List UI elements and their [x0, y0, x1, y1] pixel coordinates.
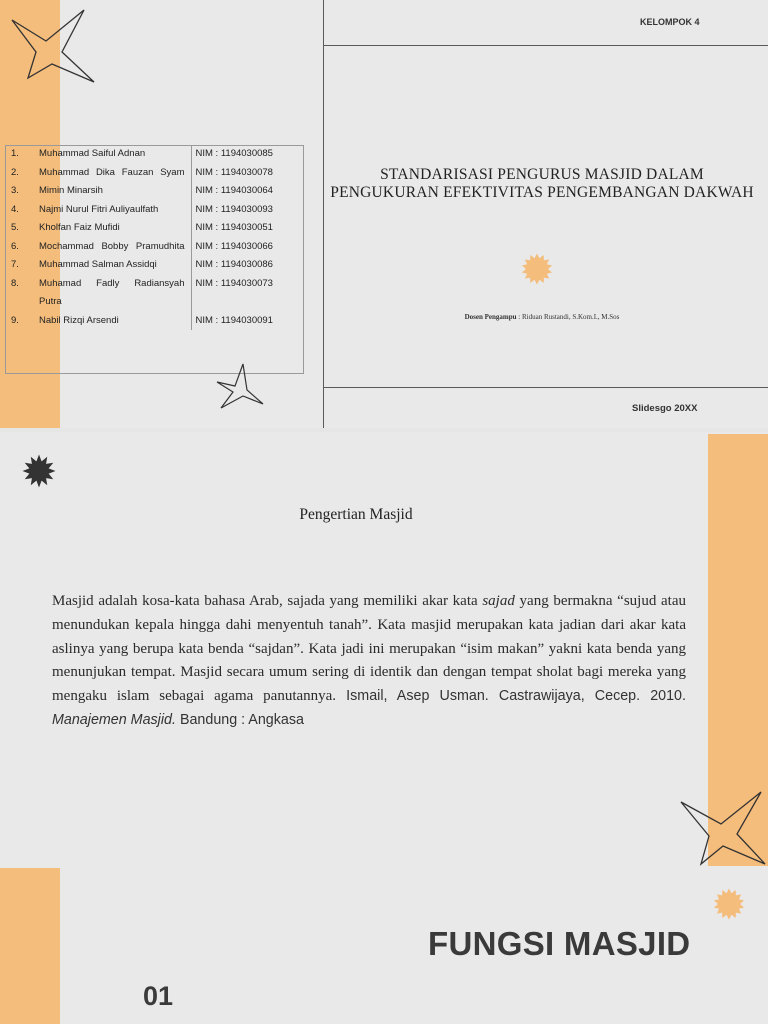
lecturer-label: Dosen Pengampu: [464, 313, 517, 321]
member-name: Kholfan Faiz Mufidi: [39, 222, 120, 233]
sunburst-icon: [521, 253, 553, 285]
member-nim: NIM : 1194030073: [191, 275, 304, 312]
para-text-2: yang bermakna “sujud atau menundukan kepala hingga dahi menyentuh tanah”. Kata masjid merupakan kata jadian dari akar kata aslinya yang berupa kata benda “sajdan”. Kata jadi ini merupakan “isim makan” yakni kata benda yang menunjukan tempat. Masjid secara umum sering di identik dan dengan tempat sholat bagi mereka yang mengaku islam sebagai agama panutannya.: [52, 593, 686, 705]
table-row: [5, 219, 304, 238]
divider-bottom: [323, 387, 768, 388]
divider-top: [323, 45, 768, 46]
member-nim: NIM : 1194030091: [191, 312, 304, 331]
member-name: Mochammad Bobby Pramudhita: [39, 240, 185, 252]
section-title: FUNGSI MASJID: [428, 925, 691, 962]
member-number: 7.: [11, 259, 19, 270]
member-nim: NIM : 1194030078: [191, 164, 304, 183]
table-row: [5, 182, 304, 201]
lecturer-line: [325, 313, 759, 321]
member-nim: NIM : 1194030085: [191, 145, 304, 164]
definition-paragraph: [52, 590, 686, 733]
member-number: 2.: [11, 166, 19, 178]
member-number: 9.: [11, 314, 19, 326]
table-row: [5, 312, 304, 331]
group-label: KELOMPOK 4: [640, 17, 700, 27]
sunburst-icon: [22, 454, 56, 488]
member-name: Najmi Nurul Fitri Auliyaulfath: [39, 203, 159, 215]
para-text-1: Masjid adalah kosa-kata bahasa Arab, sajada yang memiliki akar kata: [52, 593, 483, 609]
member-number: 5.: [11, 222, 19, 233]
table-row: [5, 145, 304, 164]
member-name: Nabil Rizqi Arsendi: [39, 314, 119, 326]
citation-1: Ismail, Asep Usman. Castrawijaya, Cecep. 2010.: [336, 688, 686, 705]
sunburst-icon: [713, 888, 745, 920]
member-name: Muhamad Fadly Radiansyah Putra: [39, 277, 185, 307]
star-outline-icon: [6, 8, 96, 84]
member-number: 3.: [11, 185, 19, 196]
citation-italic: Manajemen Masjid.: [52, 711, 176, 728]
member-number: 8.: [11, 277, 19, 289]
divider-vertical: [323, 0, 324, 428]
slide-pengertian: [0, 432, 768, 1024]
table-row: [5, 201, 304, 220]
member-name: Muhammad Dika Fauzan Syam: [39, 166, 185, 178]
table-row: [5, 238, 304, 257]
member-number: 1.: [11, 148, 19, 159]
member-nim: NIM : 1194030064: [191, 182, 304, 201]
member-name: Muhammad Salman Assidqi: [39, 259, 157, 270]
accent-block-bottom-left: [0, 868, 60, 1024]
table-row: [5, 164, 304, 183]
slide-heading: Pengertian Masjid: [299, 506, 413, 523]
star-outline-icon: [215, 362, 265, 410]
citation-2: Bandung : Angkasa: [175, 711, 304, 728]
member-table: [5, 145, 304, 330]
member-name: Mimin Minarsih: [39, 185, 103, 196]
member-name: Muhammad Saiful Adnan: [39, 148, 146, 159]
member-nim: NIM : 1194030086: [191, 256, 304, 275]
member-number: 4.: [11, 203, 19, 215]
member-nim: NIM : 1194030051: [191, 219, 304, 238]
member-number: 6.: [11, 240, 19, 252]
footer-label: Slidesgo 20XX: [632, 403, 698, 414]
table-row: [5, 275, 304, 312]
presentation-title: STANDARISASI PENGURUS MASJID DALAM PENGUKURAN EFEKTIVITAS PENGEMBANGAN DAKWAH: [330, 166, 754, 201]
slide-title: [0, 0, 768, 428]
star-outline-icon: [679, 790, 767, 868]
para-italic: sajad: [482, 593, 515, 609]
lecturer-name: : Riduan Rustandi, S.Kom.I., M.Sos: [516, 313, 620, 321]
member-nim: NIM : 1194030093: [191, 201, 304, 220]
table-row: [5, 256, 304, 275]
section-number: 01: [143, 981, 174, 1011]
member-nim: NIM : 1194030066: [191, 238, 304, 257]
